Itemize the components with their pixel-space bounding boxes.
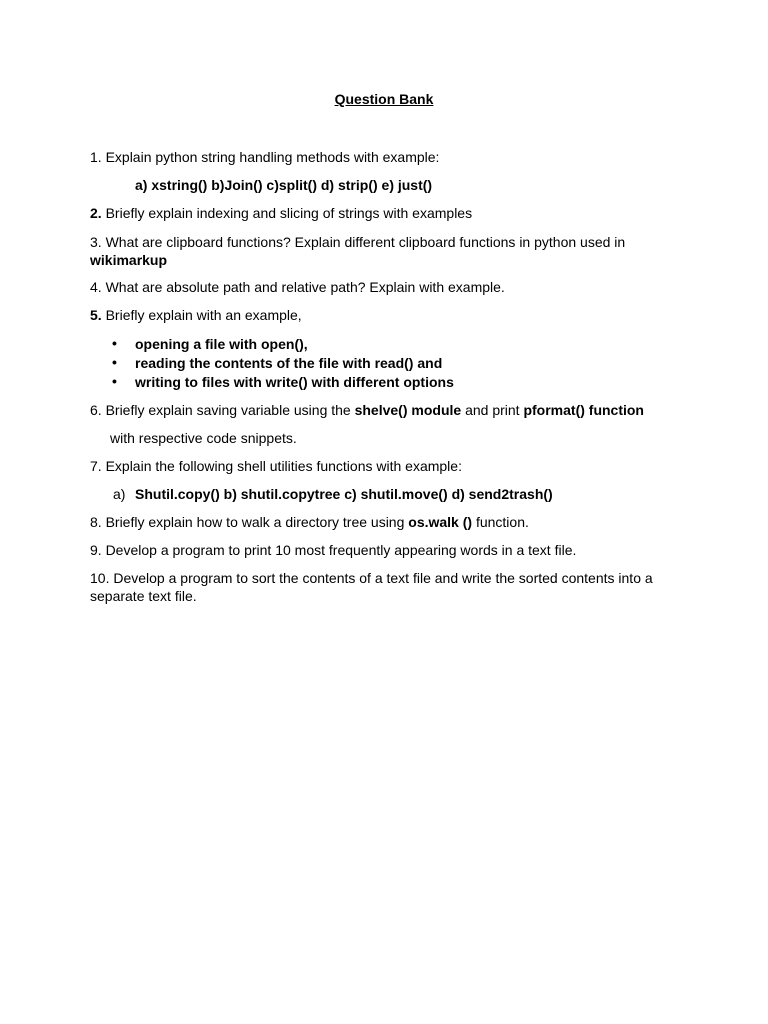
question-6 [90,401,690,419]
question-4: 4. What are absolute path and relative path? Explain with example. [90,279,505,295]
question-5-bullet-2: reading the contents of the file with read() and [135,355,443,371]
question-10-line-1: 10. Develop a program to sort the contents of a text file and write the sorted contents into a [90,570,653,586]
question-10-line-2: separate text file. [90,588,197,604]
question-1-methods: a) xstring() b)Join() c)split() d) strip() e) just() [135,177,433,193]
question-8-part-2: function. [472,514,529,530]
question-6-part-1: 6. Briefly explain saving variable using the [90,402,355,418]
question-7-functions: Shutil.copy() b) shutil.copytree c) shutil.move() d) send2trash() [135,486,553,502]
question-7: 7. Explain the following shell utilities functions with example: [90,458,462,474]
bullet-dot-icon: • [112,373,117,389]
question-8-part-1: 8. Briefly explain how to walk a directory tree using [90,514,409,530]
bullet-dot-icon: • [112,335,117,351]
question-5-number: 5. [90,307,102,323]
question-2-text: Briefly explain indexing and slicing of strings with examples [101,205,473,221]
question-8 [90,513,690,531]
question-3-bold-word: wikimarkup [90,252,168,268]
page-title: Question Bank [334,91,434,107]
question-1: 1. Explain python string handling methods with example: [90,149,440,165]
question-7-label: a) [113,486,126,502]
question-2-number: 2. [90,205,102,221]
question-2 [90,204,690,222]
question-6-continuation: with respective code snippets. [110,430,297,446]
question-5 [90,306,690,324]
question-3: 3. What are clipboard functions? Explain different clipboard functions in python used in [90,234,626,250]
question-5-bullet-1: opening a file with open(), [135,336,308,352]
question-9: 9. Develop a program to print 10 most frequently appearing words in a text file. [90,542,577,558]
question-8-bold: os.walk () [408,514,473,530]
question-6-bold-1: shelve() module [354,402,462,418]
question-5-bullet-3: writing to files with write() with different options [135,374,454,390]
question-6-bold-2: pformat() function [523,402,644,418]
bullet-dot-icon: • [112,354,117,370]
question-5-text: Briefly explain with an example, [101,307,302,323]
question-6-part-2: and print [461,402,524,418]
